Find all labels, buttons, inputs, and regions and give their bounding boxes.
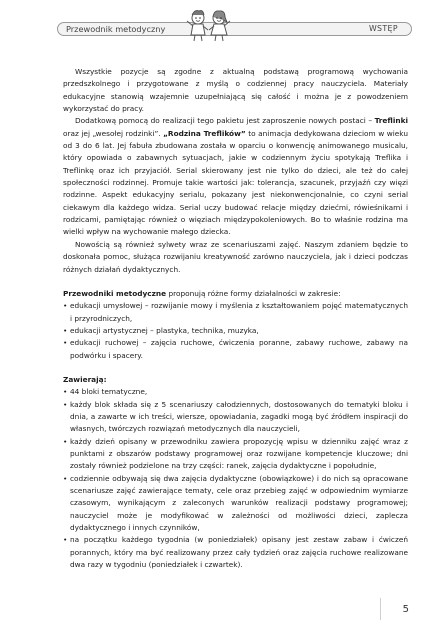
bullet-icon: • bbox=[63, 436, 68, 446]
contents-heading: Zawierają: bbox=[63, 374, 107, 384]
footer-divider bbox=[380, 598, 381, 620]
list-item: • codziennie odbywają się dwa zajęcia dydaktyczne (obowiązkowe) i do nich są opracowane scenariusze zajęć zawierające tematy, cele oraz przebieg zajęć w odpowiednim wymiarze czasowym, wynikającym z zaleconych warunków realizacji podstawy programowej; nauczyciel może je modyfikować w zależności od możliwości dzieci, zaplecza dydaktycznego i innych czynników, bbox=[63, 473, 408, 533]
list-item: • edukacji artystycznej – plastyka, technika, muzyka, bbox=[63, 325, 408, 337]
list-item: • każdy blok składa się z 5 scenariuszy całodziennych, dostosowanych do tematyki bloku i dnia, a zawarte w ich treści, wiersze, opowiadania, zagadki mogą być źródłem inspiracji do własnych, twórczych rozwiązań metodycznych dla nauczycieli, bbox=[63, 399, 408, 434]
treflinki-paragraph-lead: Dodatkową pomocą do realizacji tego pakietu jest zaproszenie nowych postaci – bbox=[75, 116, 373, 126]
treflinki-family-text: oraz jej „wesołej rodzinki”. bbox=[63, 128, 164, 138]
intro-paragraph: Wszystkie pozycje są zgodne z aktualną podstawą programową wychowania przedszkolnego i przygotowane z myślą o codziennej pracy nauczyciela. Materiały edukacyjne stanowią wzajemnie uzupełniającą się całość i można je z powodzeniem wykorzystać do pracy. bbox=[63, 67, 408, 114]
page-number: 5 bbox=[402, 604, 409, 615]
bullet-icon: • bbox=[63, 473, 68, 483]
list-item: • każdy dzień opisany w przewodniku zawiera propozycję wpisu w dzienniku zajęć wraz z punktami z obszarów podstawy programowej oraz rozwijane kompetencje kluczowe; dni zostały również podzielone na trzy części: ranek, zajęcia dydaktyczne i popołudnie, bbox=[63, 436, 408, 471]
bullet-icon: • bbox=[63, 301, 68, 311]
bullet-icon: • bbox=[63, 399, 68, 409]
forms-lead bbox=[63, 288, 408, 300]
mascot-characters-icon bbox=[183, 8, 235, 42]
list-item: • na początku każdego tygodnia (w poniedziałek) opisany jest zestaw zabaw i ćwiczeń porannych, który ma być realizowany przez cały tydzień oraz zajęcia ruchowe realizowane dwa razy w tygodniu (poniedziałek i czwartek). bbox=[63, 535, 408, 570]
bullet-icon: • bbox=[63, 338, 68, 348]
header-section-title: WSTĘP bbox=[368, 24, 398, 33]
bullet-icon: • bbox=[63, 325, 68, 335]
treflinki-name: Treflinki bbox=[374, 116, 408, 126]
header-book-title: Przewodnik metodyczny bbox=[66, 24, 166, 34]
forms-list bbox=[63, 300, 408, 362]
bullet-icon: • bbox=[63, 535, 68, 545]
sylwety-paragraph: Nowością są również sylwety wraz ze scenariuszami zajęć. Naszym zdaniem będzie to doskonała pomoc, służąca rozwijaniu kreatywność zarówno nauczyciela, jak i dzieci podczas różnych działań dydaktycznych. bbox=[63, 239, 408, 274]
bullet-icon: • bbox=[63, 387, 68, 397]
contents-list bbox=[63, 386, 408, 571]
rodzina-treflikow-title: „Rodzina Treflików” bbox=[163, 128, 246, 138]
treflinki-paragraph-rest: to animacja dedykowana dzieciom w wieku od 3 do 6 lat. Jej fabuła zbudowana została w oparciu o konwencję animowanego musicalu, który opowiada o zabawnych sytuacjach, jakie w codziennym życiu spotykają Treflika i Treflinkę oraz ich przyjaciół. Serial skierowany jest nie tylko do dzieci, ale też do całej społeczności rodzinnej. Promuje takie wartości jak: tolerancja, szacunek, przyjaźń czy więzi rodzinne. Aspekt edukacyjny serialu, pokazany jest niekonwencjonalnie, co czyni serial ciekawym dla każdego widza. Serial uczy budować relacje między dziećmi, rówieśnikami i rodzicami, pamiętając również o więziach międzypokoleniowych. Bo to właśnie rodzina ma wielki wpływ na wychowanie małego dziecka. bbox=[63, 128, 408, 237]
list-item: • 44 bloki tematyczne, bbox=[63, 386, 408, 398]
main-text bbox=[63, 66, 408, 571]
forms-lead-bold: Przewodniki metodyczne bbox=[63, 288, 167, 298]
list-item: • edukacji umysłowej – rozwijanie mowy i myślenia z kształtowaniem pojęć matematycznych i przyrodniczych, bbox=[63, 301, 408, 323]
treflinki-paragraph bbox=[63, 115, 408, 238]
forms-lead-rest: proponują różne formy działalności w zakresie: bbox=[166, 288, 341, 298]
list-item: • edukacji ruchowej – zajęcia ruchowe, ćwiczenia poranne, zabawy ruchowe, zabawy na podwórku i spacery. bbox=[63, 338, 408, 360]
